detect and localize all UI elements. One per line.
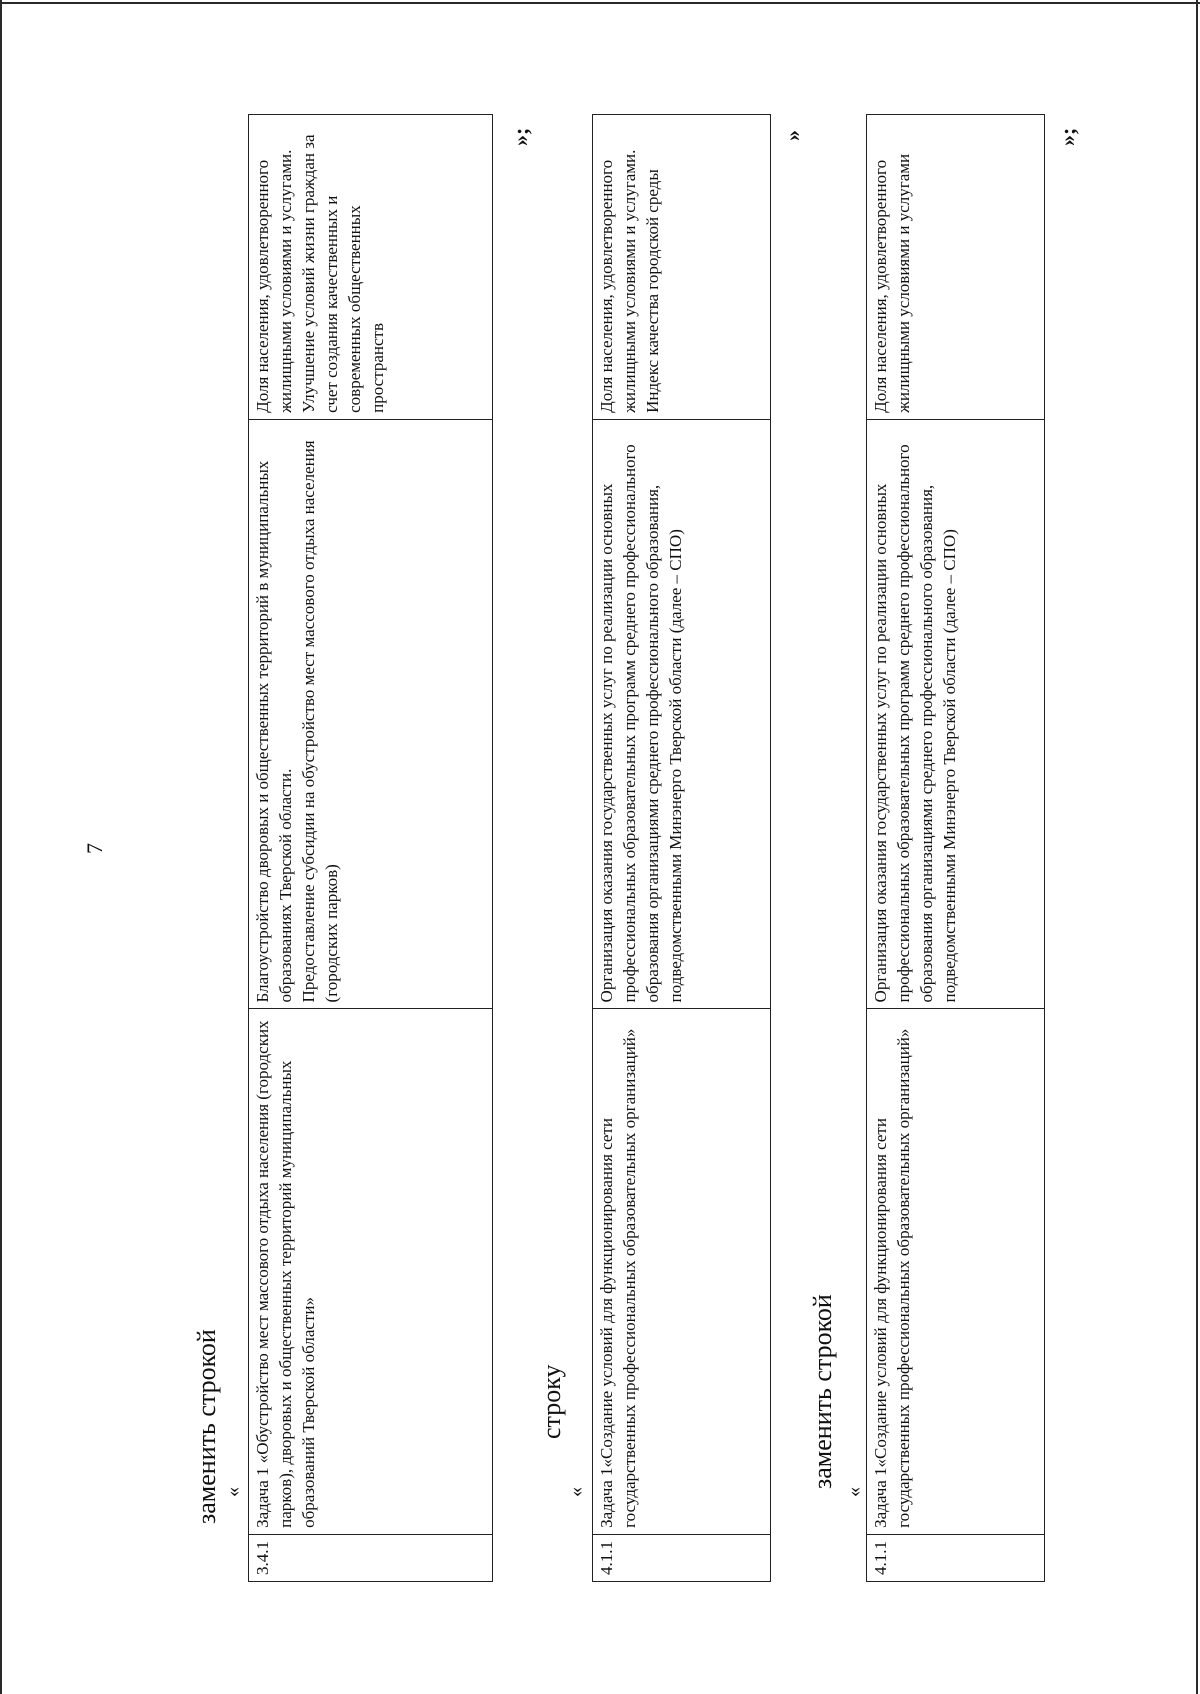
activity-line: Организация оказания государственных услуг по реализации основных профессиональных образовательных программ среднего профессионального образования организациями среднего профессионального образования, подведомственными Минэнерго Тверской области (далее – СПО) — [597, 444, 685, 1003]
close-quote-2: » — [780, 130, 805, 141]
scan-edge-top — [0, 2, 1200, 4]
activity-cell — [593, 419, 771, 1009]
instruction-label-3: заменить строкой — [808, 1294, 837, 1489]
open-quote-3: « — [843, 1487, 865, 1497]
scan-edge-right — [1196, 0, 1198, 1694]
task-cell: Задача 1 «Обустройство мест массового отдыха населения (городских парков), дворовых и общественных территорий муниципальных образований Тверской области» — [249, 1009, 493, 1534]
activity-line: Благоустройство дворовых и общественных территорий в муниципальных образованиях Тверской области. — [253, 460, 295, 1003]
task-cell: Задача 1«Создание условий для функционирования сети государственных профессиональных образовательных организаций» — [867, 1009, 1045, 1534]
open-quote-2: « — [565, 1487, 587, 1497]
activity-cell — [249, 419, 493, 1009]
instruction-label-2: строку — [537, 1364, 566, 1439]
indicator-line: Индекс качества городской среды — [643, 169, 662, 413]
table-row-4-1-1-b — [866, 114, 1045, 1582]
indicator-cell — [867, 115, 1045, 420]
activity-line: Организация оказания государственных услуг по реализации основных профессиональных образовательных программ среднего профессионального образования организациями среднего профессионального образования, подведомственными Минэнерго Тверской области (далее – СПО) — [871, 444, 959, 1003]
indicator-cell — [249, 115, 493, 420]
open-quote-1: « — [222, 1487, 244, 1497]
indicator-line: Улучшение условий жизни граждан за счет создания качественных и современных общественных пространств — [299, 134, 387, 413]
task-cell: Задача 1«Создание условий для функционирования сети государственных профессиональных образовательных организаций» — [593, 1009, 771, 1534]
scan-edge-left — [0, 0, 2, 1694]
row-number: 3.4.1 — [249, 1534, 493, 1581]
indicator-cell — [593, 115, 771, 420]
indicator-line: Доля населения, удовлетворенного жилищными условиями и услугами — [871, 153, 913, 413]
page-number: 7 — [82, 843, 107, 854]
table-row-4-1-1-a — [592, 114, 771, 1582]
table-row-3-4-1 — [248, 114, 493, 1582]
instruction-label-1: заменить строкой — [192, 1329, 221, 1524]
close-quote-3: »; — [1055, 127, 1080, 146]
activity-cell — [867, 419, 1045, 1009]
indicator-line: Доля населения, удовлетворенного жилищными условиями и услугами. — [253, 149, 295, 413]
close-quote-1: »; — [508, 127, 533, 146]
row-number: 4.1.1 — [867, 1534, 1045, 1581]
indicator-line: Доля населения, удовлетворенного жилищными условиями и услугами. — [597, 149, 639, 413]
activity-line: Предоставление субсидии на обустройство мест массового отдыха населения (городских парков) — [299, 440, 341, 1003]
row-number: 4.1.1 — [593, 1534, 771, 1581]
